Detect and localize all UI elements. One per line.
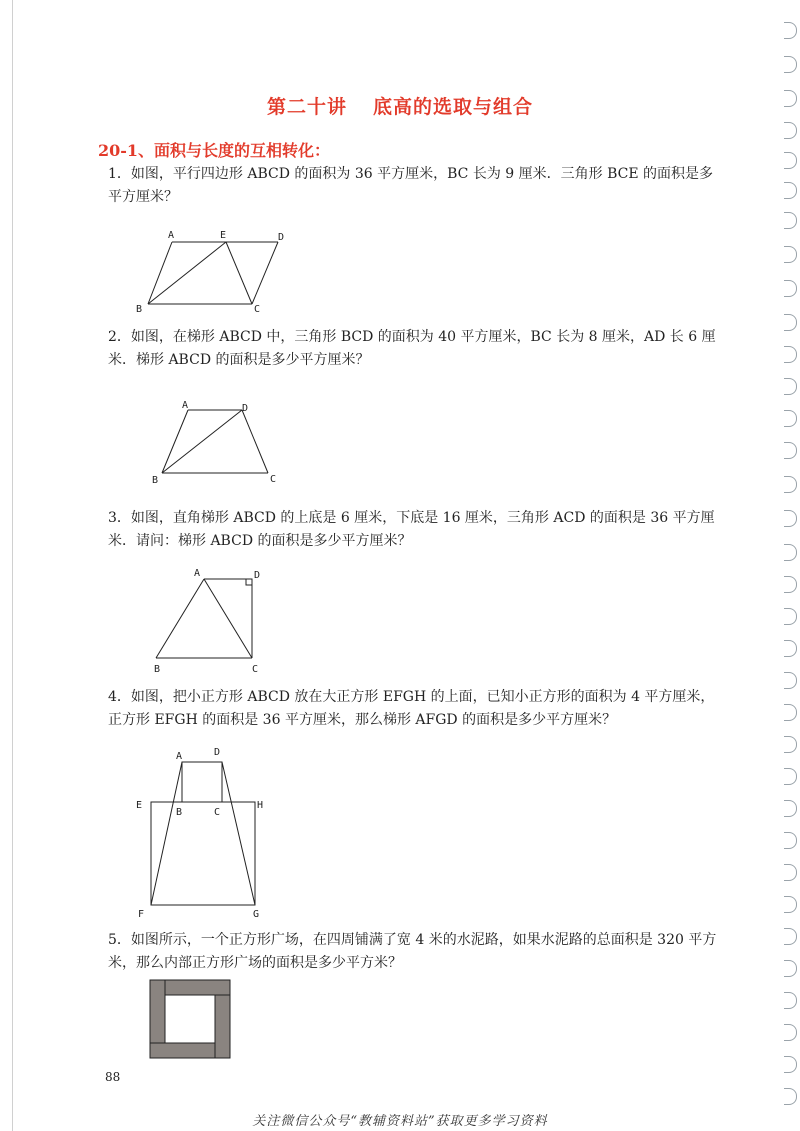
binder-ring — [784, 544, 797, 561]
binder-ring — [784, 768, 797, 785]
label-a: A — [168, 230, 175, 241]
binder-ring — [784, 280, 797, 297]
question-1-text: 1．如图，平行四边形 ABCD 的面积为 36 平方厘米，BC 长为 9 厘米．三角形 BCE 的面积是多平方厘米？ — [108, 166, 714, 205]
binder-ring — [784, 576, 797, 593]
footer-note: 关注微信公众号“教辅资料站”获取更多学习资料 — [252, 1114, 548, 1129]
binder-ring — [784, 608, 797, 625]
right-angle-mark — [246, 579, 252, 585]
label-e: E — [136, 800, 143, 811]
binder-ring — [784, 314, 797, 331]
figure-3-right-trapezoid — [148, 564, 273, 676]
label-c: C — [254, 304, 261, 315]
label-d: D — [242, 403, 249, 414]
binder-ring — [784, 800, 797, 817]
page-left-edge — [12, 0, 13, 1131]
label-d: D — [214, 747, 221, 758]
label-f: F — [138, 909, 145, 920]
lecture-title — [0, 92, 800, 119]
label-c: C — [270, 474, 277, 485]
lecture-topic: 底高的选取与组合 — [373, 96, 534, 118]
question-4-text: 4．如图，把小正方形 ABCD 放在大正方形 EFGH 的上面，已知小正方形的面积为 4 平方厘米，正方形 EFGH 的面积是 36 平方厘米，那么梯形 AFGD 的面积是多少平方厘米？ — [108, 689, 715, 728]
edge-db — [162, 410, 242, 473]
label-a: A — [194, 568, 201, 579]
binder-ring — [784, 864, 797, 881]
binder-ring — [784, 1024, 797, 1041]
figure-1-parallelogram — [130, 226, 300, 318]
figure-2-trapezoid — [148, 398, 288, 488]
binder-ring — [784, 182, 797, 199]
binder-ring — [784, 704, 797, 721]
edge-ac — [204, 579, 252, 658]
small-square-abcd — [182, 762, 222, 802]
binder-ring — [784, 442, 797, 459]
label-a: A — [176, 751, 183, 762]
edge-dc — [242, 410, 268, 473]
label-g: G — [253, 909, 260, 920]
large-square-efgh — [151, 802, 255, 905]
inner-plaza — [165, 995, 215, 1043]
binder-ring — [784, 1056, 797, 1073]
label-e: E — [220, 230, 227, 241]
binder-ring — [784, 410, 797, 427]
binder-ring — [784, 510, 797, 527]
figure-5-square-plaza — [148, 978, 234, 1062]
binder-ring — [784, 736, 797, 753]
binder-ring — [784, 640, 797, 657]
binder-ring — [784, 992, 797, 1009]
question-2-text: 2．如图，在梯形 ABCD 中，三角形 BCD 的面积为 40 平方厘米，BC 长为 8 厘米，AD 长 6 厘米．梯形 ABCD 的面积是多少平方厘米？ — [108, 329, 716, 368]
label-b: B — [154, 664, 161, 675]
edge-dg — [222, 762, 255, 905]
binder-ring — [784, 346, 797, 363]
question-5-text: 5．如图所示，一个正方形广场，在四周铺满了宽 4 米的水泥路，如果水泥路的总面积是 320 平方米，那么内部正方形广场的面积是多少平方米？ — [108, 932, 717, 971]
label-c: C — [214, 807, 221, 818]
label-c: C — [252, 664, 259, 675]
binder-ring — [784, 832, 797, 849]
label-h: H — [257, 800, 264, 811]
edge-dc — [252, 242, 278, 304]
binder-ring — [784, 960, 797, 977]
page-number: 88 — [105, 1070, 121, 1084]
figure-4-squares — [130, 742, 270, 922]
binder-ring — [784, 928, 797, 945]
binder-ring — [784, 378, 797, 395]
label-d: D — [278, 232, 285, 243]
label-b: B — [152, 475, 159, 486]
binder-ring — [784, 1088, 797, 1105]
edge-ec — [226, 242, 252, 304]
binder-ring — [784, 246, 797, 263]
edge-ab — [156, 579, 204, 658]
label-b: B — [176, 807, 183, 818]
binder-ring — [784, 672, 797, 689]
edge-af — [151, 762, 182, 905]
binder-ring — [784, 22, 797, 39]
binder-ring — [784, 212, 797, 229]
section-heading: 20-1、面积与长度的互相转化： — [98, 141, 331, 160]
label-b: B — [136, 304, 143, 315]
lecture-number: 第二十讲 — [266, 96, 347, 118]
binder-ring — [784, 896, 797, 913]
binder-ring — [784, 152, 797, 169]
label-a: A — [182, 400, 189, 411]
binder-ring — [784, 122, 797, 139]
binder-ring — [784, 476, 797, 493]
label-d: D — [254, 570, 261, 581]
question-3-text: 3．如图，直角梯形 ABCD 的上底是 6 厘米，下底是 16 厘米，三角形 ACD 的面积是 36 平方厘米．请问：梯形 ABCD 的面积是多少平方厘米？ — [108, 510, 715, 549]
binder-ring — [784, 56, 797, 73]
edge-ab — [162, 410, 188, 473]
